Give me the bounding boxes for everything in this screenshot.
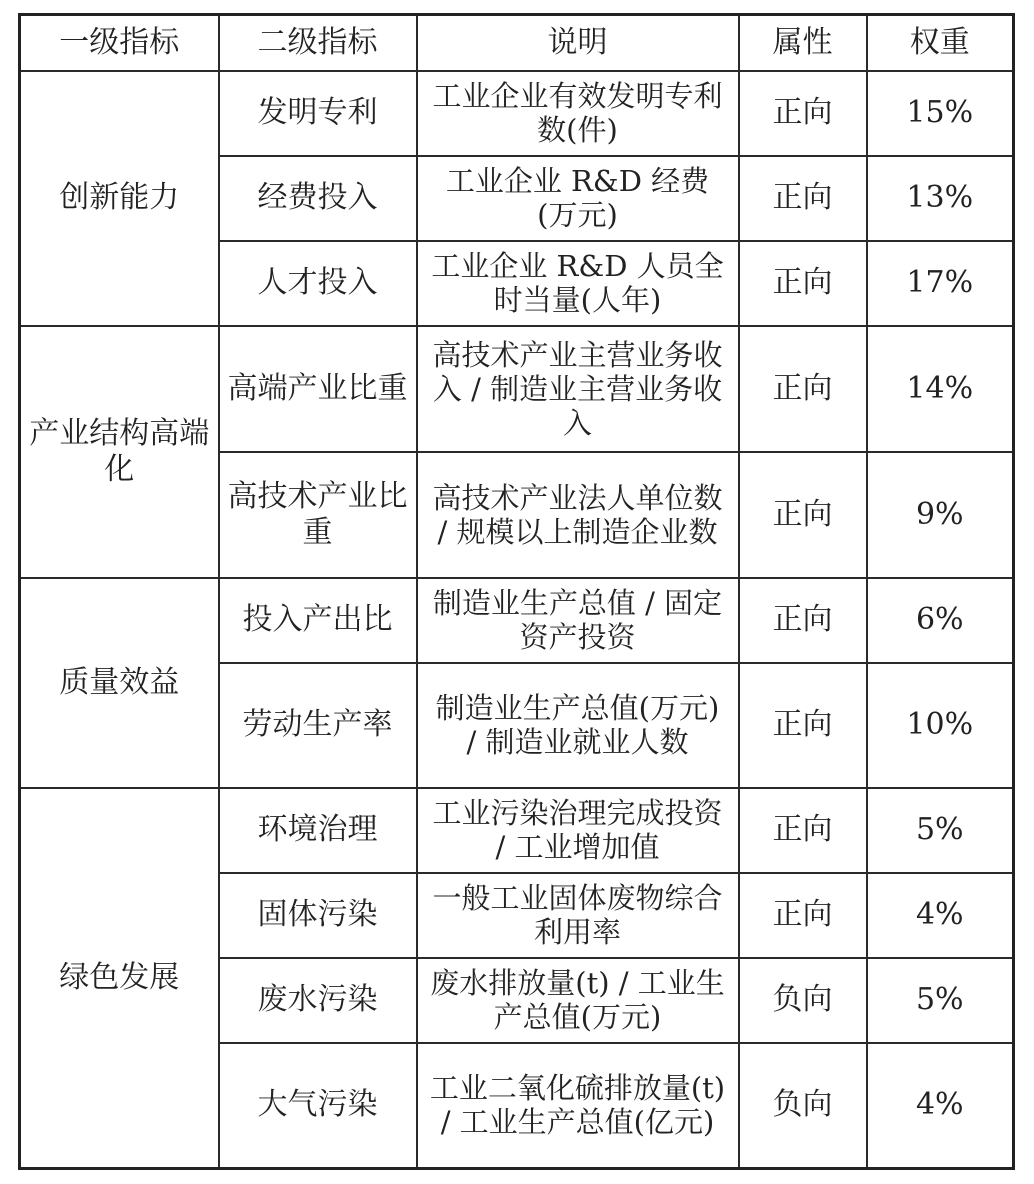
table-row [20, 788, 1014, 873]
desc-cell: 高技术产业主营业务收入 / 制造业主营业务收入 [417, 326, 739, 452]
weight-cell: 17% [867, 241, 1014, 326]
table-row [20, 578, 1014, 663]
attr-cell: 负向 [739, 958, 867, 1043]
desc-cell: 高技术产业法人单位数 / 规模以上制造企业数 [417, 452, 739, 578]
weight-cell: 5% [867, 958, 1014, 1043]
level2-cell: 废水污染 [219, 958, 417, 1043]
level2-cell: 劳动生产率 [219, 663, 417, 788]
level2-cell: 高技术产业比重 [219, 452, 417, 578]
attr-cell: 正向 [739, 156, 867, 241]
weight-cell: 4% [867, 873, 1014, 958]
desc-cell: 工业企业 R&D 经费(万元) [417, 156, 739, 241]
level2-cell: 固体污染 [219, 873, 417, 958]
weight-cell: 14% [867, 326, 1014, 452]
header-row [20, 15, 1014, 71]
weight-cell: 13% [867, 156, 1014, 241]
desc-cell: 废水排放量(t) / 工业生产总值(万元) [417, 958, 739, 1043]
header-level1: 一级指标 [20, 15, 219, 71]
weight-cell: 5% [867, 788, 1014, 873]
attr-cell: 正向 [739, 241, 867, 326]
level2-cell: 经费投入 [219, 156, 417, 241]
desc-cell: 工业企业 R&D 人员全时当量(人年) [417, 241, 739, 326]
header-attr: 属性 [739, 15, 867, 71]
level1-cell: 质量效益 [20, 578, 219, 788]
weight-cell: 10% [867, 663, 1014, 788]
attr-cell: 正向 [739, 71, 867, 156]
table-row [20, 326, 1014, 452]
attr-cell: 正向 [739, 578, 867, 663]
weight-cell: 4% [867, 1043, 1014, 1169]
attr-cell: 正向 [739, 663, 867, 788]
level1-cell: 绿色发展 [20, 788, 219, 1169]
header-level2: 二级指标 [219, 15, 417, 71]
attr-cell: 正向 [739, 873, 867, 958]
level2-cell: 环境治理 [219, 788, 417, 873]
header-desc: 说明 [417, 15, 739, 71]
desc-cell: 制造业生产总值 / 固定资产投资 [417, 578, 739, 663]
desc-cell: 工业二氧化硫排放量(t) / 工业生产总值(亿元) [417, 1043, 739, 1169]
weight-cell: 9% [867, 452, 1014, 578]
level1-cell: 产业结构高端化 [20, 326, 219, 578]
level1-cell: 创新能力 [20, 71, 219, 326]
level2-cell: 发明专利 [219, 71, 417, 156]
weight-cell: 15% [867, 71, 1014, 156]
table-row [20, 71, 1014, 156]
desc-cell: 制造业生产总值(万元) / 制造业就业人数 [417, 663, 739, 788]
level2-cell: 大气污染 [219, 1043, 417, 1169]
level2-cell: 高端产业比重 [219, 326, 417, 452]
level2-cell: 人才投入 [219, 241, 417, 326]
attr-cell: 正向 [739, 788, 867, 873]
attr-cell: 正向 [739, 326, 867, 452]
attr-cell: 负向 [739, 1043, 867, 1169]
level2-cell: 投入产出比 [219, 578, 417, 663]
indicator-table [18, 13, 1015, 1170]
weight-cell: 6% [867, 578, 1014, 663]
desc-cell: 一般工业固体废物综合利用率 [417, 873, 739, 958]
desc-cell: 工业企业有效发明专利数(件) [417, 71, 739, 156]
attr-cell: 正向 [739, 452, 867, 578]
header-weight: 权重 [867, 15, 1014, 71]
desc-cell: 工业污染治理完成投资 / 工业增加值 [417, 788, 739, 873]
